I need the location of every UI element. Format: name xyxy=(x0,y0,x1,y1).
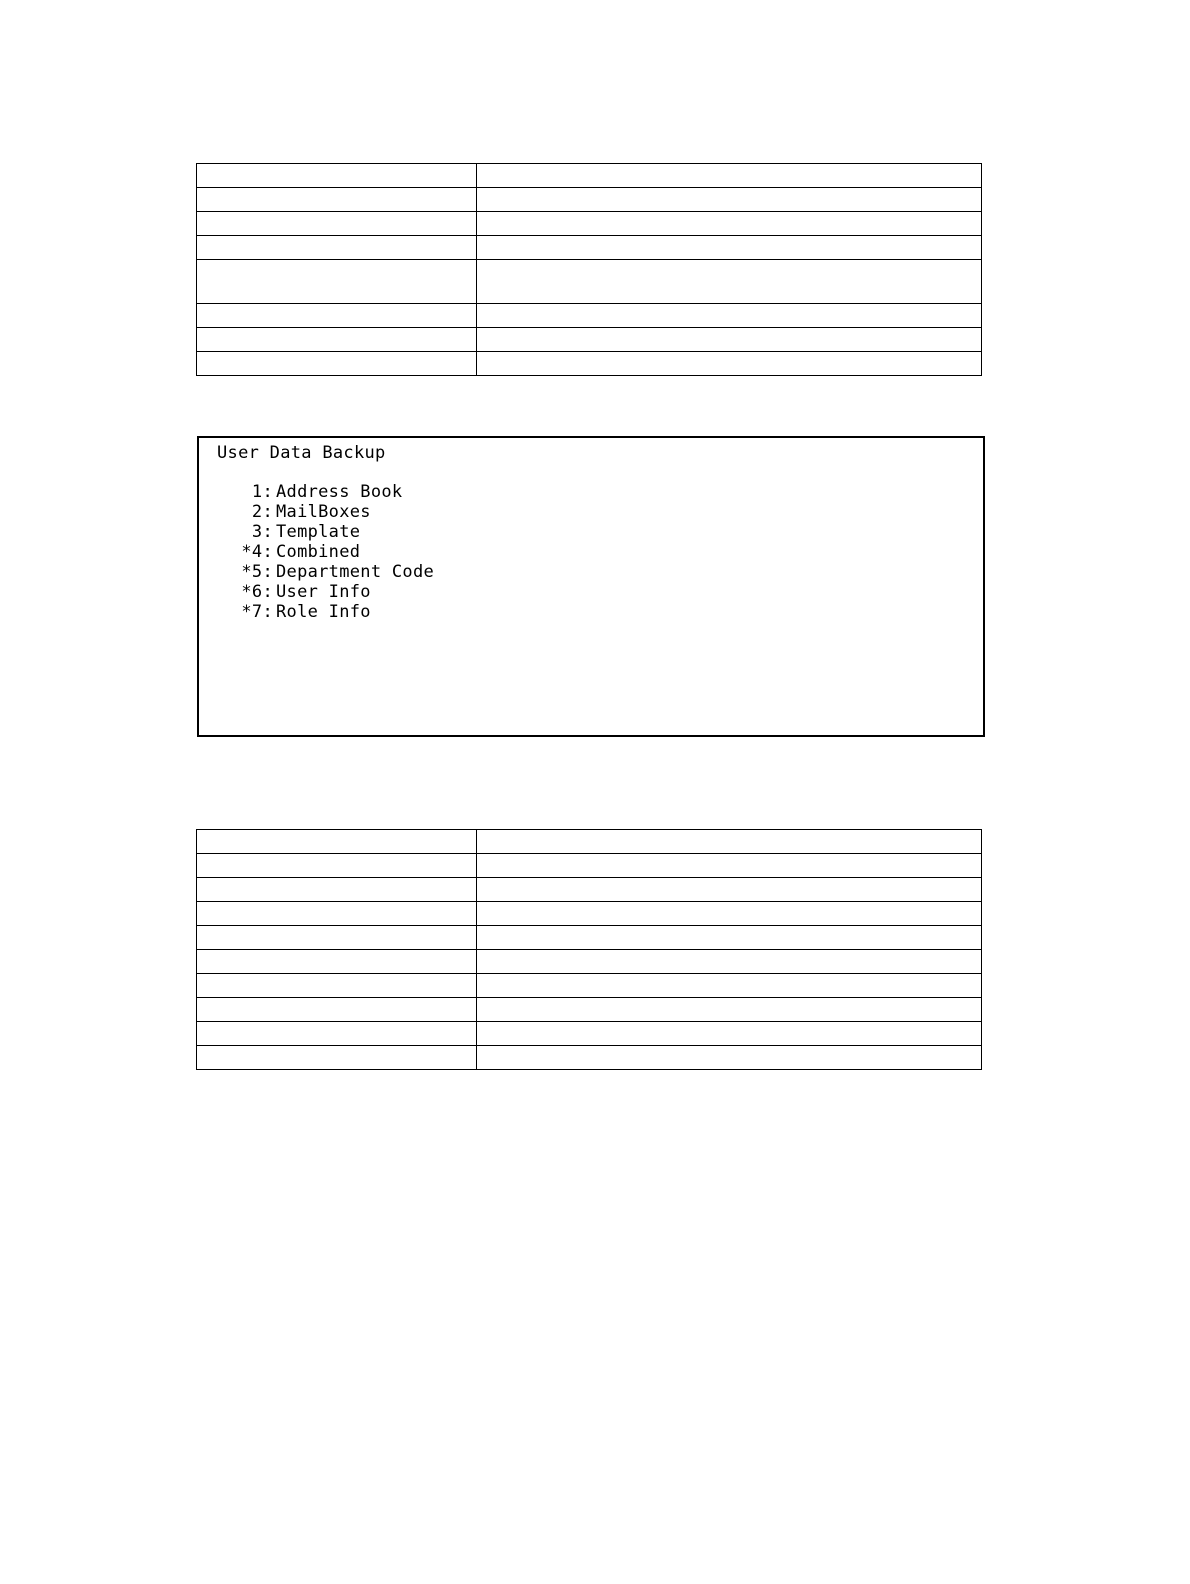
top-empty-table xyxy=(196,163,982,376)
table-row xyxy=(197,236,982,260)
table-cell xyxy=(197,328,477,352)
table-cell xyxy=(477,878,982,902)
table-row xyxy=(197,328,982,352)
menu-item-number: 3: xyxy=(251,522,273,542)
table-row xyxy=(197,1046,982,1070)
table-cell xyxy=(477,926,982,950)
table-cell xyxy=(197,260,477,304)
table-cell xyxy=(477,998,982,1022)
backup-menu-list xyxy=(235,482,434,622)
table-cell xyxy=(197,854,477,878)
menu-item-label: Department Code xyxy=(276,562,435,582)
table-cell xyxy=(197,998,477,1022)
table-cell xyxy=(477,1022,982,1046)
table-row xyxy=(197,950,982,974)
table-cell xyxy=(197,1046,477,1070)
table-cell xyxy=(197,352,477,376)
table-row xyxy=(197,998,982,1022)
table-cell xyxy=(197,902,477,926)
table-cell xyxy=(477,164,982,188)
lcd-screen-panel xyxy=(197,436,985,737)
table-cell xyxy=(477,830,982,854)
menu-item-number: *4: xyxy=(241,542,273,562)
menu-item-department-code[interactable] xyxy=(235,562,434,582)
table-cell xyxy=(197,926,477,950)
table-cell xyxy=(477,328,982,352)
table-cell xyxy=(197,1022,477,1046)
table-cell xyxy=(197,212,477,236)
table-row xyxy=(197,1022,982,1046)
table-cell xyxy=(197,188,477,212)
table-row xyxy=(197,188,982,212)
menu-item-number: *5: xyxy=(241,562,273,582)
menu-item-user-info[interactable] xyxy=(235,582,434,602)
table-row xyxy=(197,260,982,304)
table-row xyxy=(197,164,982,188)
menu-item-label: User Info xyxy=(276,582,371,602)
menu-item-mailboxes[interactable] xyxy=(235,502,434,522)
menu-item-number: *7: xyxy=(241,602,273,622)
table-cell xyxy=(477,902,982,926)
menu-item-number: 1: xyxy=(251,482,273,502)
table-cell xyxy=(477,304,982,328)
menu-item-label: Template xyxy=(276,522,361,542)
table-cell xyxy=(197,164,477,188)
table-cell xyxy=(197,236,477,260)
menu-item-label: Role Info xyxy=(276,602,371,622)
menu-item-label: Address Book xyxy=(276,482,403,502)
screen-title: User Data Backup xyxy=(217,443,386,463)
table-cell xyxy=(197,304,477,328)
menu-item-number: 2: xyxy=(251,502,273,522)
table-row xyxy=(197,902,982,926)
table-cell xyxy=(197,830,477,854)
menu-item-address-book[interactable] xyxy=(235,482,434,502)
table-row xyxy=(197,878,982,902)
table-cell xyxy=(477,950,982,974)
table-row xyxy=(197,974,982,998)
table-cell xyxy=(197,974,477,998)
table-cell xyxy=(477,212,982,236)
table-cell xyxy=(477,974,982,998)
table-row xyxy=(197,926,982,950)
table-row xyxy=(197,830,982,854)
table-cell xyxy=(477,260,982,304)
menu-item-label: MailBoxes xyxy=(276,502,371,522)
table-cell xyxy=(477,854,982,878)
table-row xyxy=(197,304,982,328)
menu-item-label: Combined xyxy=(276,542,361,562)
table-cell xyxy=(477,236,982,260)
table-row xyxy=(197,854,982,878)
menu-item-template[interactable] xyxy=(235,522,434,542)
bottom-empty-table xyxy=(196,829,982,1070)
table-cell xyxy=(477,352,982,376)
menu-item-role-info[interactable] xyxy=(235,602,434,622)
menu-item-number: *6: xyxy=(241,582,273,602)
table-cell xyxy=(197,878,477,902)
table-row xyxy=(197,212,982,236)
menu-item-combined[interactable] xyxy=(235,542,434,562)
table-cell xyxy=(477,1046,982,1070)
table-cell xyxy=(197,950,477,974)
table-cell xyxy=(477,188,982,212)
table-row xyxy=(197,352,982,376)
